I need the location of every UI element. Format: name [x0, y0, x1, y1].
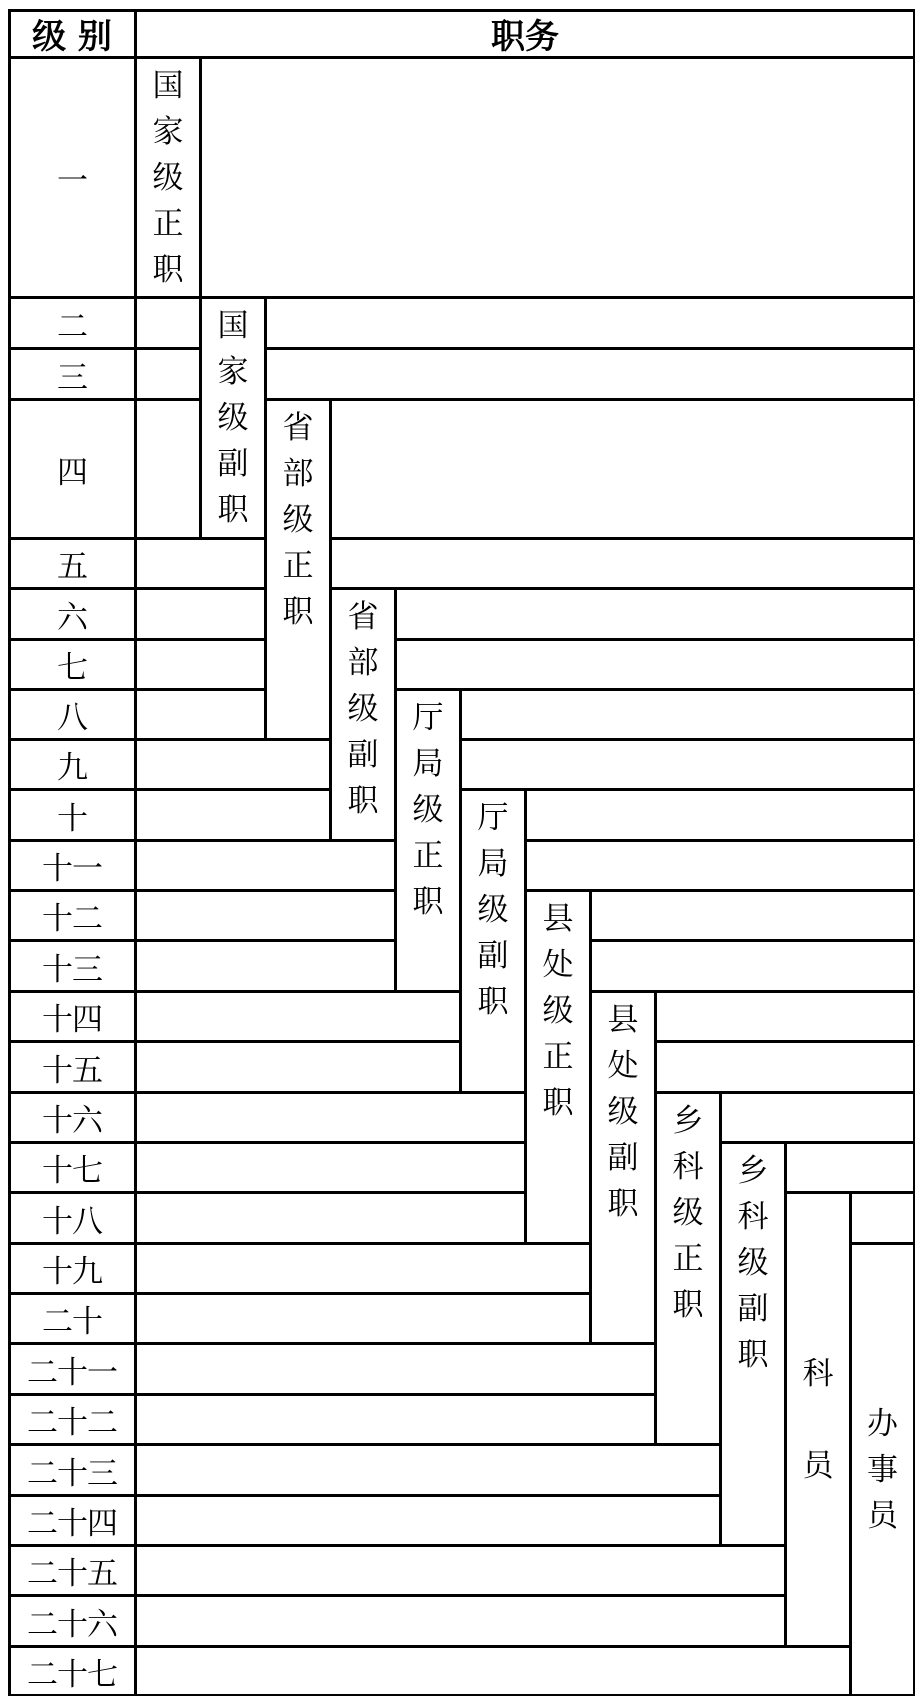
position-cell: [525, 890, 591, 1244]
position-cell: [395, 689, 461, 992]
empty-cell-right: [590, 940, 915, 992]
position-cell: [460, 789, 526, 1093]
empty-cell-left: [135, 1142, 526, 1193]
empty-cell-left: [135, 689, 266, 740]
position-cell: [135, 57, 201, 298]
empty-cell-right: [785, 1142, 915, 1193]
level-cell: 十五: [8, 1041, 136, 1093]
empty-cell-left: [135, 1243, 591, 1294]
level-cell: 十二: [8, 890, 136, 941]
empty-cell-left: [135, 1092, 526, 1143]
empty-cell-left: [135, 588, 266, 640]
position-label: 厅 局 级 副 职: [477, 800, 509, 1020]
empty-cell-right: [395, 639, 915, 690]
level-cell: 二十四: [8, 1495, 136, 1546]
empty-cell-left: [135, 1293, 591, 1344]
level-cell: 三: [8, 348, 136, 400]
empty-cell-left: [135, 1495, 721, 1546]
level-column-header: 级 别: [8, 9, 136, 58]
position-label: 省 部 级 副 职: [347, 599, 379, 819]
position-label: 县 处 级 正 职: [542, 901, 574, 1121]
empty-cell-left: [135, 991, 461, 1042]
level-cell: 九: [8, 739, 136, 790]
level-cell: 十八: [8, 1192, 136, 1244]
empty-cell-left: [135, 739, 331, 790]
level-cell: 四: [8, 399, 136, 539]
position-cell: [720, 1142, 786, 1546]
level-cell: 十六: [8, 1092, 136, 1143]
empty-cell-left: [135, 890, 396, 941]
empty-cell-right: [590, 890, 915, 941]
position-cell: [265, 399, 331, 740]
position-label: 乡 科 级 副 职: [737, 1153, 769, 1373]
level-cell: 二十二: [8, 1394, 136, 1445]
position-label: 厅 局 级 正 职: [412, 700, 444, 920]
level-cell: 二十七: [8, 1646, 136, 1696]
empty-cell-left: [135, 1595, 786, 1647]
level-cell: 二十五: [8, 1545, 136, 1596]
empty-cell-right: [265, 348, 915, 400]
empty-cell-left: [135, 297, 201, 349]
empty-cell-right: [460, 689, 915, 740]
empty-cell-left: [135, 940, 396, 992]
position-cell: [655, 1092, 721, 1445]
level-cell: 二十: [8, 1293, 136, 1344]
empty-cell-right: [200, 57, 915, 298]
empty-cell-right: [460, 739, 915, 790]
empty-cell-left: [135, 538, 266, 589]
level-cell: 十一: [8, 840, 136, 891]
level-cell: 十四: [8, 991, 136, 1042]
position-column-header: 职务: [135, 9, 915, 58]
level-cell: 一: [8, 57, 136, 298]
empty-cell-left: [135, 639, 266, 690]
empty-cell-left: [135, 1394, 656, 1445]
position-cell: [330, 588, 396, 841]
level-cell: 二十三: [8, 1444, 136, 1496]
position-cell: [200, 297, 266, 539]
empty-cell-right: [330, 399, 915, 539]
level-cell: 二十六: [8, 1595, 136, 1647]
empty-cell-left: [135, 789, 331, 841]
position-label: 县 处 级 副 职: [607, 1002, 639, 1222]
level-cell: 二: [8, 297, 136, 349]
position-label: 乡 科 级 正 职: [672, 1103, 704, 1323]
empty-cell-right: [265, 297, 915, 349]
empty-cell-right: [850, 1192, 915, 1244]
empty-cell-right: [525, 789, 915, 841]
empty-cell-left: [135, 1646, 851, 1696]
level-cell: 五: [8, 538, 136, 589]
position-label: 办 事 员: [867, 1405, 898, 1534]
level-cell: 七: [8, 639, 136, 690]
empty-cell-right: [330, 538, 915, 589]
level-cell: 十九: [8, 1243, 136, 1294]
empty-cell-left: [135, 1545, 786, 1596]
empty-cell-right: [720, 1092, 915, 1143]
level-cell: 六: [8, 588, 136, 640]
position-cell: [785, 1192, 851, 1647]
empty-cell-right: [395, 588, 915, 640]
empty-cell-left: [135, 1041, 461, 1093]
position-label: 省 部 级 正 职: [282, 410, 314, 630]
empty-cell-left: [135, 840, 396, 891]
position-label: 科 员: [802, 1355, 834, 1484]
empty-cell-left: [135, 1444, 721, 1496]
position-label: 国 家 级 正 职: [152, 68, 184, 288]
empty-cell-left: [135, 1343, 656, 1395]
empty-cell-right: [525, 840, 915, 891]
position-cell: [590, 991, 656, 1344]
level-cell: 二十一: [8, 1343, 136, 1395]
level-cell: 十七: [8, 1142, 136, 1193]
level-cell: 八: [8, 689, 136, 740]
level-cell: 十三: [8, 940, 136, 992]
empty-cell-left: [135, 399, 201, 539]
level-cell: 十: [8, 789, 136, 841]
position-cell: [850, 1243, 915, 1696]
empty-cell-right: [655, 991, 915, 1042]
empty-cell-left: [135, 1192, 526, 1244]
empty-cell-right: [655, 1041, 915, 1093]
empty-cell-left: [135, 348, 201, 400]
position-label: 国 家 级 副 职: [217, 308, 249, 528]
